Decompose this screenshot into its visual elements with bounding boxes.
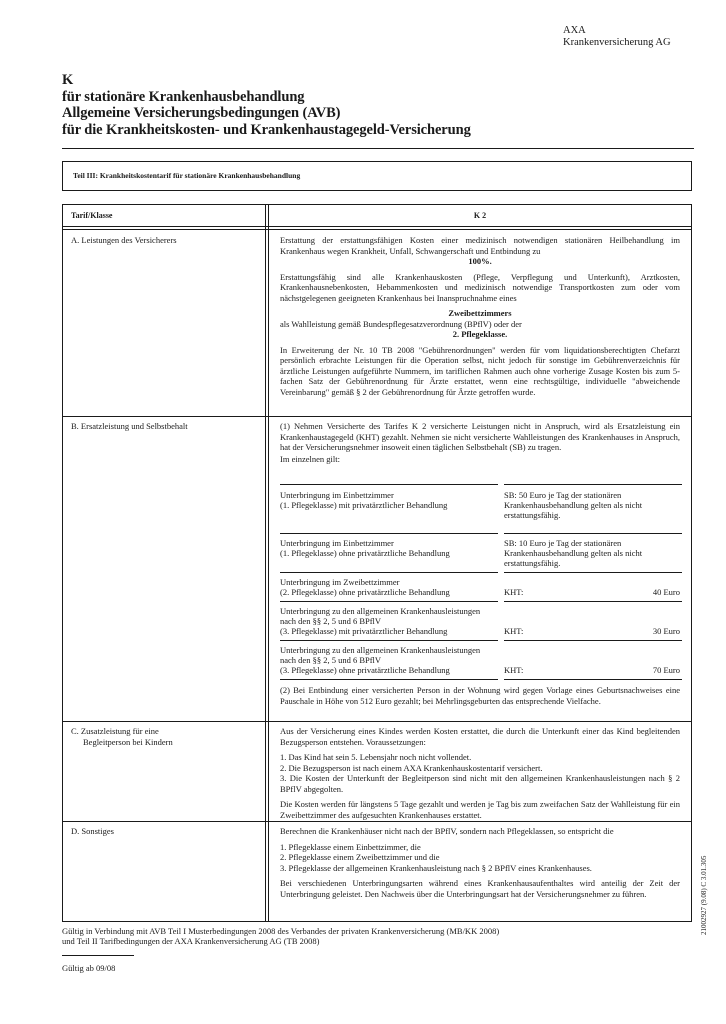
- section-a-p1: Erstattung der erstattungsfähigen Kosten einer medizinisch notwendigen stationären Heilbehandlung im Krankenhaus wegen Krankheit, Unfall, Schwangerschaft und Entbindung zu: [280, 235, 680, 256]
- section-a-percent: 100%.: [468, 256, 492, 266]
- benefit-row-3-value: KHT:: [504, 587, 524, 597]
- title-line-1: K: [62, 72, 74, 88]
- benefit-row-5-desc: Unterbringung zu den allgemeinen Krankenhausleistungen nach den §§ 2, 5 und 6 BPflV (3. Pflegeklasse) ohne privatärztliche Behandlung: [280, 645, 481, 675]
- part-heading-box: [62, 161, 692, 191]
- section-c-item-1: 1. Das Kind hat sein 5. Lebensjahr noch nicht vollendet.: [280, 752, 472, 762]
- footer-line-2: und Teil II Tarifbedingungen der AXA Krankenversicherung AG (TB 2008): [62, 936, 320, 946]
- header-rule-double: [63, 229, 691, 230]
- company-name: AXA: [563, 25, 586, 36]
- benefit-subtable: [280, 480, 684, 680]
- col1-header: Tarif/Klasse: [71, 211, 113, 220]
- title-line-4: für die Krankheitskosten- und Krankenhaustagegeld-Versicherung: [62, 121, 471, 138]
- header-rule: [63, 226, 691, 227]
- section-a-p2: Erstattungsfähig sind alle Krankenhauskosten (Pflege, Verpflegung und Unterkunft), Arztkosten, Krankenhausnebenkosten, Hebammenkosten und medizinisch notwendige Transportkosten zum oder vom nächstgelegenen geeigneten Krankenhaus bei Inanspruchnahme eines: [280, 271, 680, 303]
- benefit-row-2-desc: Unterbringung im Einbettzimmer (1. Pflegeklasse) ohne privatärztliche Behandlung: [280, 538, 450, 558]
- section-d-label: D. Sonstiges: [71, 826, 114, 836]
- section-b-p1: (1) Nehmen Versicherte des Tarifes K 2 versicherte Leistungen nicht in Anspruch, wird als Ersatzleistung ein Krankenhaustagegeld (KHT) gezahlt. Nehmen sie nicht versicherte Wahlleistungen des Krankenhauses in Anspruch, hat der Versicherungsnehmer insoweit einen täglichen Selbstbehalt (SB) zu tragen.: [280, 421, 680, 452]
- footer-validity-note: [62, 926, 702, 946]
- row-rule-b: [63, 721, 691, 722]
- title-line-2: für stationäre Krankenhausbehandlung: [62, 88, 305, 105]
- tariff-table: [62, 204, 692, 922]
- company-subtitle: Krankenversicherung AG: [563, 37, 671, 48]
- section-a-bpflv: als Wahlleistung gemäß Bundespflegesatzverordnung (BPflV) oder der: [280, 318, 522, 329]
- section-b-intro: [280, 421, 680, 469]
- benefit-row-3-amount: 40 Euro: [652, 587, 680, 597]
- title-rule: [62, 148, 694, 149]
- part-heading: Teil III: Krankheitskostentarif für stationäre Krankenhausbehandlung: [73, 171, 301, 180]
- benefit-row-5-value: KHT:: [504, 665, 524, 675]
- footer-rule: [62, 955, 134, 956]
- row-rule-a: [63, 416, 691, 417]
- section-b-label: B. Ersatzleistung und Selbstbehalt: [71, 421, 188, 431]
- section-c-p1: Aus der Versicherung eines Kindes werden Kosten erstattet, die durch die Unterkunft einer das Kind begleitenden Bezugsperson entstehen. Voraussetzungen:: [280, 726, 680, 747]
- section-a-room: Zweibettzimmers: [448, 308, 512, 318]
- section-b-p2: Im einzelnen gilt:: [280, 453, 340, 464]
- section-d-content: [280, 826, 680, 904]
- section-c-label: C. Zusatzleistung für eine Begleitperson bei Kindern: [71, 726, 173, 747]
- benefit-row-2-value: SB: 10 Euro je Tag der stationären Krankenhausbehandlung gelten als nicht erstattungsfähig.: [504, 538, 643, 568]
- benefit-row-4-desc: Unterbringung zu den allgemeinen Krankenhausleistungen nach den §§ 2, 5 und 6 BPflV (3. Pflegeklasse) mit privatärztlicher Behandlung: [280, 606, 481, 636]
- section-d-item-2: 2. Pflegeklasse einem Zweibettzimmer und die: [280, 852, 440, 862]
- section-b-p3: (2) Bei Entbindung einer versicherten Person in der Wohnung wird gegen Vorlage eines Geburtsnachweises eine Pauschale in Höhe von 512 Euro gezahlt; bei Mehrlingsgeburten das entsprechende Vielfache.: [280, 685, 680, 706]
- title-line-3: Allgemeine Versicherungsbedingungen (AVB): [62, 105, 341, 121]
- section-d-item-3: 3. Pflegeklasse der allgemeinen Krankenhausleistung nach § 2 BPflV eines Krankenhauses.: [280, 862, 592, 873]
- section-d-p2: Bei verschiedenen Unterbringungsarten während eines Krankenhausaufenthaltes wird anteilig der Zeit der Unterbringung geleistet. Den Nachweis über die Unterbringungsart hat der Versicherungsnehmer zu führen.: [280, 878, 680, 899]
- section-c-p2: Die Kosten werden für längstens 5 Tage gezahlt und werden je Tag bis zum zweifachen Satz der Wahlleistung für ein Zweibettzimmer des aufgesuchten Krankenhauses erstattet.: [280, 799, 680, 820]
- benefit-row-5-amount: 70 Euro: [652, 665, 680, 675]
- section-c-content: [280, 726, 680, 825]
- row-rule-c: [63, 821, 691, 822]
- section-a-p4: In Erweiterung der Nr. 10 TB 2008 "Gebührenordnungen" werden für vom liquidationsberechtigten Chefarzt persönlich erbrachte Leistungen für die Operation selbst, nicht jedoch für sonstige im Gebührenverzeichnis für ärztliche Leistungen aufgeführte Nummern, im tariflichen Rahmen auch ohne vorherige Zusage Kosten bis zum 5-fachen Satz der Gebührenordnung für Ärzte erstattet, wenn eine rechtsgültige, individuelle "abweichende Vereinbarung" gemäß § 2 der Gebührenordnung für Ärzte getroffen wurde.: [280, 344, 680, 397]
- benefit-row-1-value: SB: 50 Euro je Tag der stationären Krankenhausbehandlung gelten als nicht erstattungsfähig.: [504, 490, 643, 520]
- benefit-row-1-desc: Unterbringung im Einbettzimmer (1. Pflegeklasse) mit privatärztlicher Behandlung: [280, 490, 448, 510]
- benefit-row-4-value: KHT:: [504, 626, 524, 636]
- section-a-class: 2. Pflegeklasse.: [452, 329, 508, 339]
- section-c-item-3: 3. Die Kosten der Unterkunft der Begleitperson sind nicht mit den allgemeinen Krankenhausleistungen nach § 2 BPflV abgegolten.: [280, 773, 680, 794]
- section-a-content: [280, 235, 680, 402]
- document-code: 21002927 (9.08) C 3.01.305: [700, 855, 708, 935]
- column-divider: [265, 205, 266, 921]
- valid-from: Gültig ab 09/08: [62, 963, 116, 973]
- col2-header: K 2: [473, 211, 487, 220]
- section-c-item-2: 2. Die Bezugsperson ist nach einem AXA Krankenhauskostentarif versichert.: [280, 762, 543, 773]
- column-divider-double: [268, 205, 269, 921]
- benefit-row-3-desc: Unterbringung im Zweibettzimmer (2. Pflegeklasse) ohne privatärztliche Behandlung: [280, 577, 450, 597]
- footer-line-1: Gültig in Verbindung mit AVB Teil I Musterbedingungen 2008 des Verbandes der privaten Krankenversicherung (MB/KK 2008): [62, 926, 500, 936]
- section-d-item-1: 1. Pflegeklasse einem Einbettzimmer, die: [280, 841, 421, 852]
- section-a-label: A. Leistungen des Versicherers: [71, 235, 177, 245]
- company-header: [563, 25, 671, 49]
- document-title: [62, 72, 702, 138]
- section-d-p1: Berechnen die Krankenhäuser nicht nach der BPflV, sondern nach Pflegeklassen, so entspricht die: [280, 826, 614, 836]
- benefit-row-4-amount: 30 Euro: [652, 626, 680, 636]
